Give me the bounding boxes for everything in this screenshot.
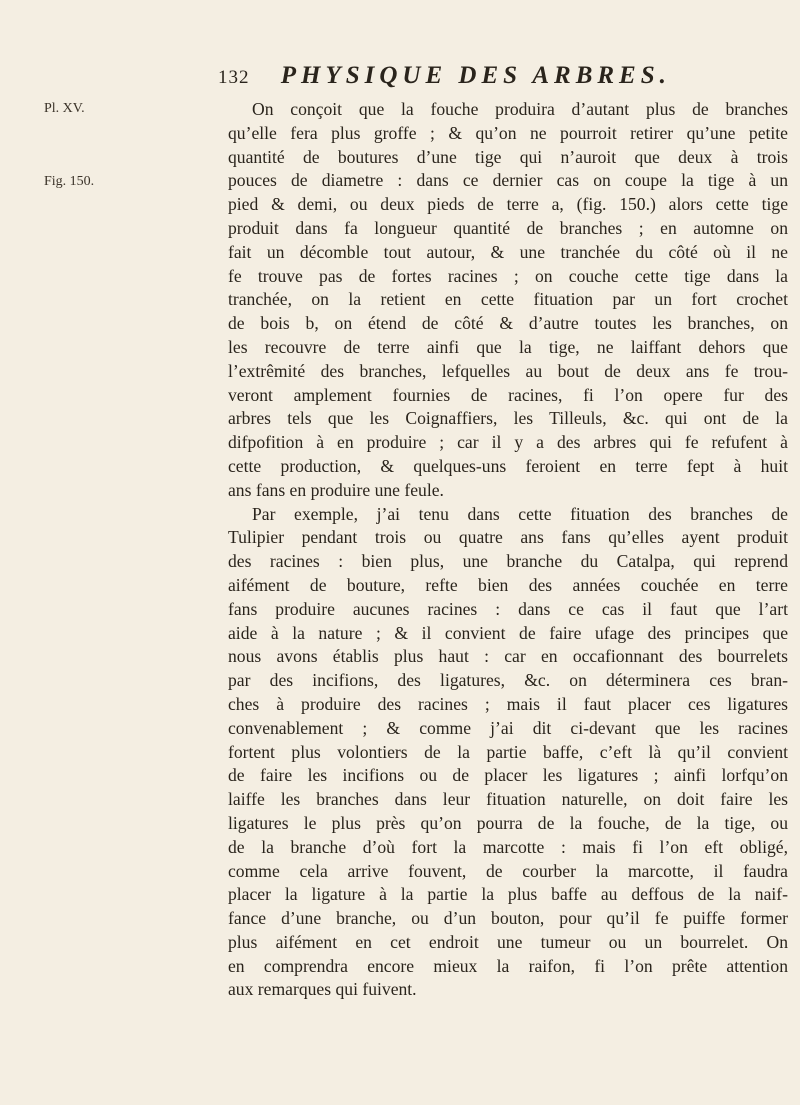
- text-line: aide à la nature ; & il convient de faire ufage des principes que: [228, 622, 788, 643]
- text-line: produit dans fa longueur quantité de branches ; en automne on: [228, 217, 788, 238]
- text-line: difpofition à en produire ; car il y a des arbres qui fe refufent à: [228, 432, 788, 453]
- text-line: Tulipier pendant trois ou quatre ans fans qu’elles ayent produit: [228, 527, 788, 548]
- plate-reference: Pl. XV.: [44, 101, 85, 116]
- text-line: fe trouve pas de fortes racines ; on couche cette tige dans la: [228, 265, 788, 286]
- text-line: des racines : bien plus, une branche du Catalpa, qui reprend: [228, 551, 788, 572]
- figure-reference: Fig. 150.: [44, 174, 95, 189]
- text-line: quantité de boutures d’une tige qui n’auroit que deux à trois: [228, 146, 788, 167]
- text-line: cette production, & quelques-uns feroient en terre fept à huit: [228, 455, 788, 476]
- page-number: 132: [218, 67, 250, 88]
- text-line: placer la ligature à la partie la plus baffe au deffous de la naif-: [228, 884, 788, 905]
- text-line: aifément de bouture, refte bien des années couchée en terre: [228, 574, 788, 595]
- text-line: tranchée, on la retient en cette fituation par un fort crochet: [228, 289, 788, 310]
- text-line: par des incifions, des ligatures, &c. on déterminera ces bran-: [228, 670, 788, 691]
- text-line: pouces de diametre : dans ce dernier cas on coupe la tige à un: [228, 170, 788, 191]
- text-line: aux remarques qui fuivent.: [228, 979, 417, 1000]
- text-line: nous avons établis plus haut : car en occafionnant des bourrelets: [228, 646, 788, 667]
- text-line: Par exemple, j’ai tenu dans cette fituation des branches de: [252, 503, 788, 524]
- text-line: ches à produire des racines ; mais il faut placer ces ligatures: [228, 693, 788, 714]
- text-line: arbres tels que les Coignaffiers, les Tilleuls, &c. qui ont de la: [228, 408, 788, 429]
- text-line: en comprendra encore mieux la raifon, fi l’on prête attention: [228, 955, 788, 976]
- text-line: fance d’une branche, ou d’un bouton, pour qu’il fe puiffe former: [228, 908, 788, 929]
- text-line: de bois b, on étend de côté & d’autre toutes les branches, on: [228, 313, 788, 334]
- text-line: fortent plus volontiers de la partie baffe, c’eft là qu’il convient: [228, 741, 788, 762]
- text-line: l’extrêmité des branches, lefquelles au bout de deux ans fe trou-: [228, 360, 788, 381]
- text-line: fait un décomble tout autour, & une tranchée du côté où il ne: [228, 241, 788, 262]
- paragraph: [228, 98, 788, 503]
- text-line: de la branche d’où fort la marcotte : mais fi l’on eft obligé,: [228, 836, 788, 857]
- text-line: ligatures le plus près qu’on pourra de la fouche, de la tige, ou: [228, 812, 788, 833]
- text-line: les recouvre de terre ainfi que la tige, ne laiffant dehors que: [228, 336, 788, 357]
- running-title: PHYSIQUE DES ARBRES.: [280, 62, 671, 89]
- paragraph: [228, 503, 788, 1003]
- body-text: [228, 98, 788, 1002]
- text-line: fans produire aucunes racines : dans ce cas il faut que l’art: [228, 598, 788, 619]
- text-line: pied & demi, ou deux pieds de terre a, (fig. 150.) alors cette tige: [228, 194, 788, 215]
- text-line: convenablement ; & comme j’ai dit ci-devant que les racines: [228, 717, 788, 738]
- text-line: On conçoit que la fouche produira d’autant plus de branches: [252, 99, 788, 119]
- running-header: [218, 62, 778, 90]
- text-line: de faire les incifions ou de placer les ligatures ; ainfi lorfqu’on: [228, 765, 788, 786]
- text-line: ans fans en produire une feule.: [228, 479, 444, 500]
- text-line: plus aifément en cet endroit une tumeur ou un bourrelet. On: [228, 931, 788, 952]
- text-line: qu’elle fera plus groffe ; & qu’on ne pourroit retirer qu’une petite: [228, 122, 788, 143]
- text-line: comme cela arrive fouvent, de courber la marcotte, il faudra: [228, 860, 788, 881]
- text-line: laiffe les branches dans leur fituation naturelle, on doit faire les: [228, 789, 788, 810]
- text-line: veront amplement fournies de racines, fi l’on opere fur des: [228, 384, 788, 405]
